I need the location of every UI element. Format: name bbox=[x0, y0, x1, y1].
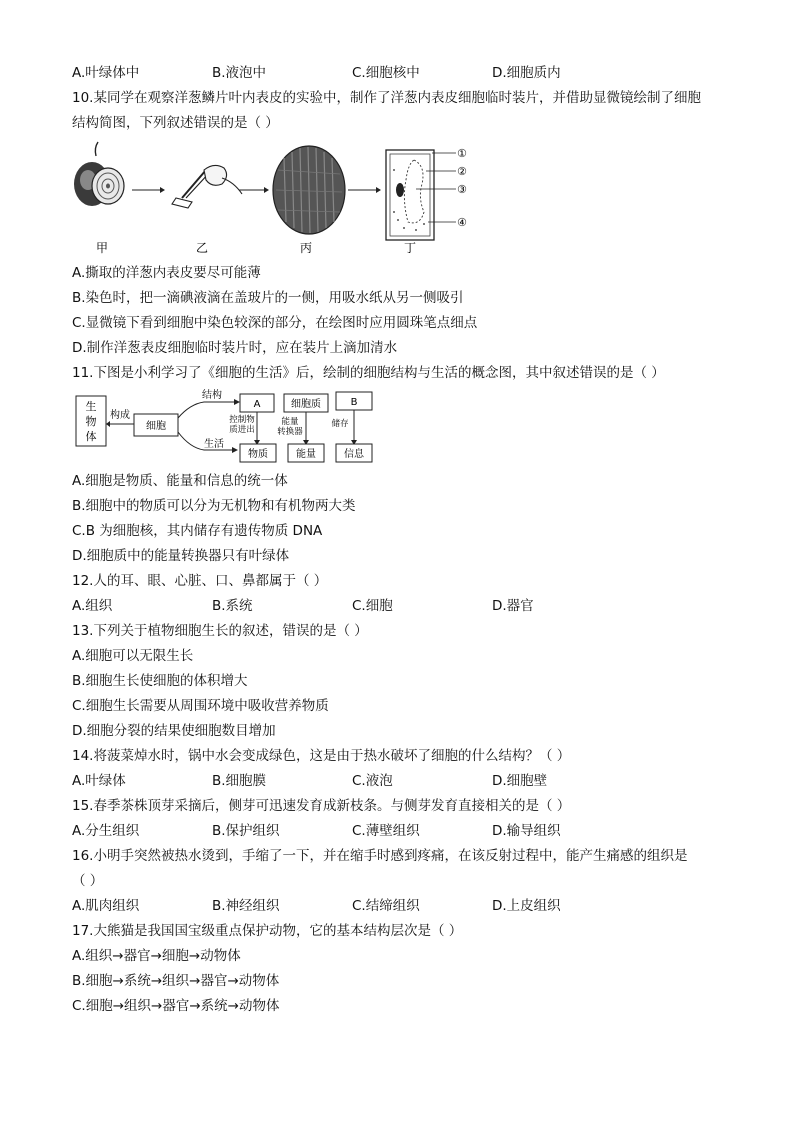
q14-option-c: C.液泡 bbox=[352, 773, 393, 789]
forceps-illustration bbox=[172, 165, 242, 208]
q14-option-a: A.叶绿体 bbox=[72, 773, 126, 789]
label-energy-conv-2: 转换器 bbox=[277, 427, 303, 437]
q16-stem-line2: （ ） bbox=[72, 873, 104, 889]
q15-option-c: C.薄壁组织 bbox=[352, 823, 420, 839]
node-cytoplasm: 细胞质 bbox=[291, 399, 321, 410]
q10-stem-line2: 结构简图，下列叙述错误的是（ ） bbox=[72, 115, 279, 131]
callout-4: ④ bbox=[457, 216, 467, 229]
q14-stem: 14.将菠菜焯水时，锅中水会变成绿色，这是由于热水破坏了细胞的什么结构？（ ） bbox=[72, 748, 571, 764]
q16-stem-line1: 16.小明手突然被热水烫到，手缩了一下，并在缩手时感到疼痛，在该反射过程中，能产生痛感的组织是 bbox=[72, 848, 688, 864]
q16-option-b: B.神经组织 bbox=[212, 898, 280, 914]
label-structure: 结构 bbox=[202, 390, 222, 401]
node-cell: 细胞 bbox=[146, 421, 166, 432]
q10-figure bbox=[64, 140, 484, 265]
q11-option-d: D.细胞质中的能量转换器只有叶绿体 bbox=[72, 548, 290, 564]
q11-option-b: B.细胞中的物质可以分为无机物和有机物两大类 bbox=[72, 498, 356, 514]
cell-diagram bbox=[386, 150, 456, 240]
q17-stem: 17.大熊猫是我国国宝级重点保护动物，它的基本结构层次是（ ） bbox=[72, 923, 463, 939]
label-store: 储存 bbox=[331, 419, 349, 429]
q17-option-c: C.细胞→组织→器官→系统→动物体 bbox=[72, 998, 280, 1014]
q9-option-c: C.细胞核中 bbox=[352, 65, 420, 81]
q15-option-d: D.输导组织 bbox=[492, 823, 561, 839]
q15-option-a: A.分生组织 bbox=[72, 823, 140, 839]
q12-option-d: D.器官 bbox=[492, 598, 534, 614]
q11-stem: 11.下图是小利学习了《细胞的生活》后，绘制的细胞结构与生活的概念图，其中叙述错误的是（ ） bbox=[72, 365, 665, 381]
organism-char-2: 物 bbox=[85, 415, 97, 428]
q10-option-b: B.染色时，把一滴碘液滴在盖玻片的一侧，用吸水纸从另一侧吸引 bbox=[72, 290, 464, 306]
label-control-2: 质进出 bbox=[229, 425, 255, 435]
q11-option-a: A.细胞是物质、能量和信息的统一体 bbox=[72, 473, 288, 489]
q10-option-d: D.制作洋葱表皮细胞临时装片时，应在装片上滴加清水 bbox=[72, 340, 398, 356]
q16-option-c: C.结缔组织 bbox=[352, 898, 420, 914]
q14-option-d: D.细胞壁 bbox=[492, 773, 548, 789]
q11-option-c: C.B 为细胞核，其内储存有遗传物质 DNA bbox=[72, 523, 323, 539]
callout-1: ① bbox=[457, 147, 467, 160]
q15-stem: 15.春季茶株顶芽采摘后，侧芽可迅速发育成新枝条。与侧芽发育直接相关的是（ ） bbox=[72, 798, 571, 814]
q13-option-c: C.细胞生长需要从周围环境中吸收营养物质 bbox=[72, 698, 329, 714]
q9-option-d: D.细胞质内 bbox=[492, 65, 561, 81]
label-control-1: 控制物 bbox=[229, 415, 255, 425]
q13-option-a: A.细胞可以无限生长 bbox=[72, 648, 194, 664]
node-energy: 能量 bbox=[296, 449, 316, 460]
q16-option-d: D.上皮组织 bbox=[492, 898, 561, 914]
q9-option-b: B.液泡中 bbox=[212, 65, 267, 81]
q9-option-a: A.叶绿体中 bbox=[72, 65, 140, 81]
node-a: A bbox=[253, 399, 261, 410]
q12-option-c: C.细胞 bbox=[352, 598, 393, 614]
callout-3: ③ bbox=[457, 183, 467, 196]
q11-concept-map bbox=[74, 388, 384, 466]
q10-option-c: C.显微镜下看到细胞中染色较深的部分，在绘图时应用圆珠笔点细点 bbox=[72, 315, 478, 331]
q10-stem-line1: 10.某同学在观察洋葱鳞片叶内表皮的实验中，制作了洋葱内表皮细胞临时装片，并借助显微镜绘制了细胞 bbox=[72, 90, 701, 106]
node-matter: 物质 bbox=[248, 449, 268, 460]
q14-option-b: B.细胞膜 bbox=[212, 773, 267, 789]
organism-char-3: 体 bbox=[85, 430, 97, 443]
q16-option-a: A.肌肉组织 bbox=[72, 898, 140, 914]
q15-option-b: B.保护组织 bbox=[212, 823, 280, 839]
node-info: 信息 bbox=[344, 449, 364, 460]
label-compose: 构成 bbox=[110, 410, 130, 421]
q10-option-a: A.撕取的洋葱内表皮要尽可能薄 bbox=[72, 265, 261, 281]
label-energy-conv-1: 能量 bbox=[281, 417, 299, 427]
label-ding: 丁 bbox=[403, 241, 417, 255]
label-jia: 甲 bbox=[95, 241, 109, 255]
q13-option-b: B.细胞生长使细胞的体积增大 bbox=[72, 673, 248, 689]
q17-option-b: B.细胞→系统→组织→器官→动物体 bbox=[72, 973, 280, 989]
label-life: 生活 bbox=[204, 439, 224, 450]
q13-stem: 13.下列关于植物细胞生长的叙述，错误的是（ ） bbox=[72, 623, 368, 639]
q12-option-b: B.系统 bbox=[212, 598, 253, 614]
q12-option-a: A.组织 bbox=[72, 598, 113, 614]
label-yi: 乙 bbox=[195, 241, 209, 255]
node-b: B bbox=[350, 397, 358, 408]
q13-option-d: D.细胞分裂的结果使细胞数目增加 bbox=[72, 723, 276, 739]
organism-char-1: 生 bbox=[85, 400, 97, 413]
onion-illustration bbox=[74, 142, 124, 206]
microscope-view bbox=[273, 146, 345, 234]
q12-stem: 12.人的耳、眼、心脏、口、鼻都属于（ ） bbox=[72, 573, 328, 589]
callout-2: ② bbox=[457, 165, 467, 178]
label-bing: 丙 bbox=[299, 241, 313, 255]
q17-option-a: A.组织→器官→细胞→动物体 bbox=[72, 948, 241, 964]
